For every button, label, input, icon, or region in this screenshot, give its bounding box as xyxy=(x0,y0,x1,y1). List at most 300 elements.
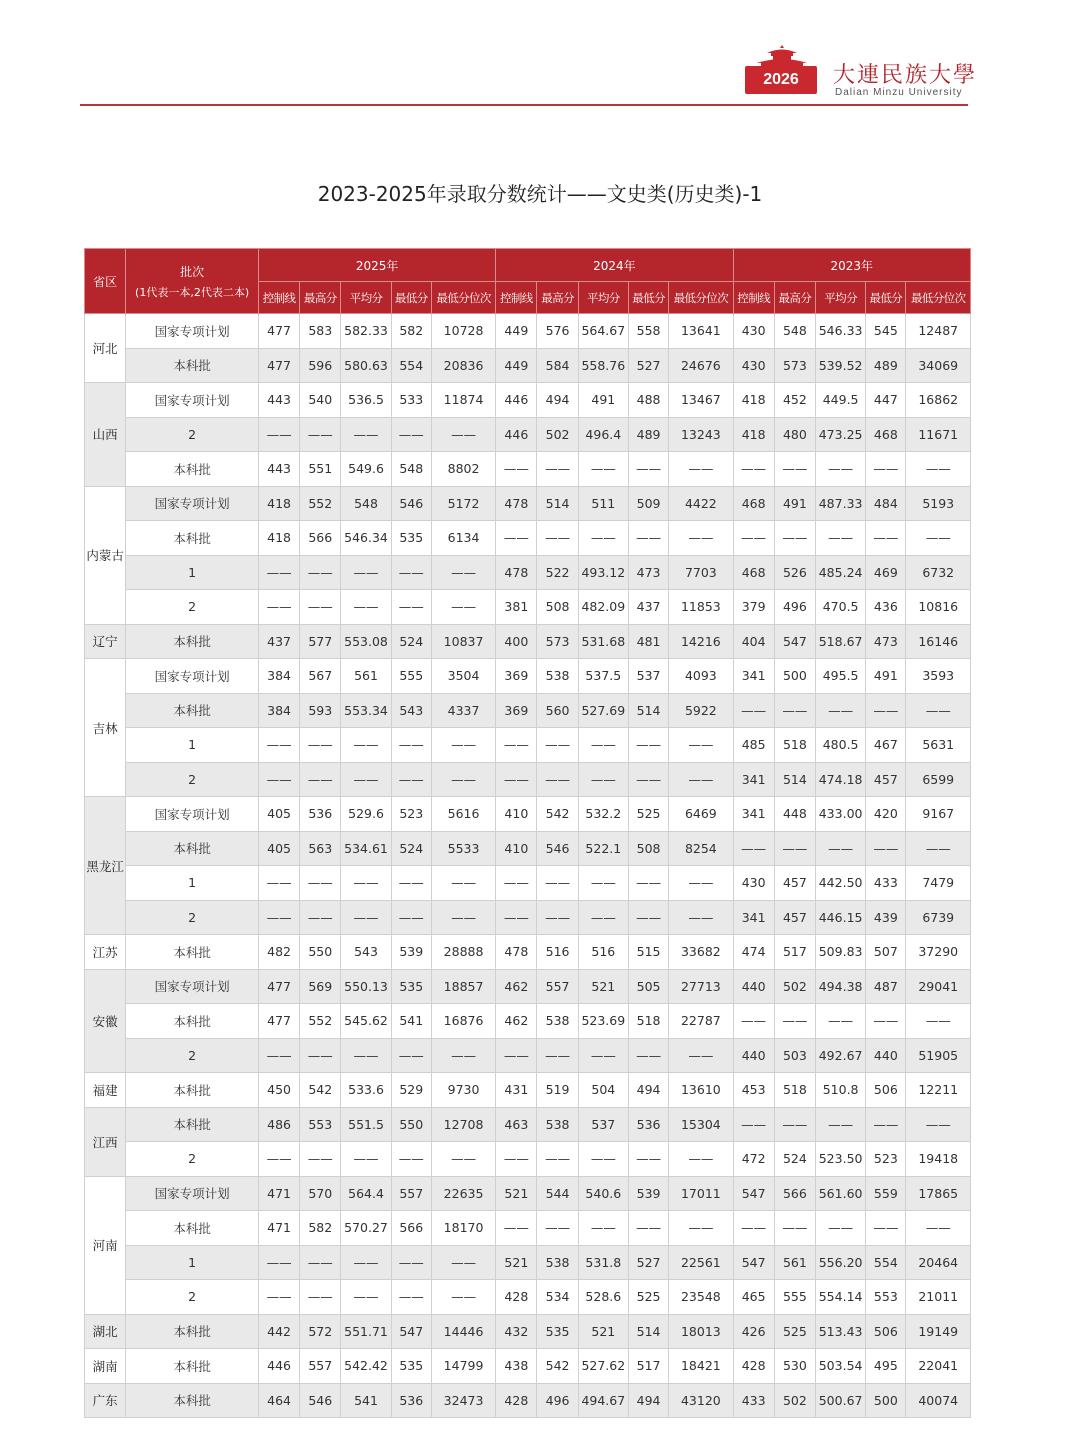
score-cell: 508 xyxy=(628,831,668,866)
table-row xyxy=(85,624,971,659)
score-cell: 13641 xyxy=(669,314,733,349)
score-cell: 546.34 xyxy=(341,521,391,556)
score-cell: 5172 xyxy=(431,486,495,521)
score-cell: 437 xyxy=(628,590,668,625)
score-cell: 551 xyxy=(300,452,341,487)
score-cell: 11671 xyxy=(906,417,971,452)
score-cell: —— xyxy=(628,866,668,901)
score-cell: 538 xyxy=(537,659,578,694)
score-cell: 504 xyxy=(578,1073,628,1108)
score-cell: 457 xyxy=(774,866,815,901)
score-cell: —— xyxy=(300,900,341,935)
score-cell: 495.5 xyxy=(815,659,865,694)
score-cell: 596 xyxy=(300,348,341,383)
score-cell: 462 xyxy=(496,1004,537,1039)
score-cell: —— xyxy=(496,1211,537,1246)
batch-cell: 本科批 xyxy=(126,1073,259,1108)
score-cell: 560 xyxy=(537,693,578,728)
score-cell: 570 xyxy=(300,1176,341,1211)
table-row xyxy=(85,590,971,625)
score-cell: 496.4 xyxy=(578,417,628,452)
score-cell: 17865 xyxy=(906,1176,971,1211)
score-cell: 17011 xyxy=(669,1176,733,1211)
score-cell: 491 xyxy=(774,486,815,521)
score-cell: —— xyxy=(733,831,774,866)
score-cell: 418 xyxy=(258,486,299,521)
score-cell: 341 xyxy=(733,659,774,694)
score-cell: 537 xyxy=(578,1107,628,1142)
score-cell: 10816 xyxy=(906,590,971,625)
score-cell: —— xyxy=(578,1142,628,1177)
score-cell: 539 xyxy=(391,935,431,970)
score-cell: —— xyxy=(391,866,431,901)
score-cell: 488 xyxy=(628,383,668,418)
score-cell: 536.5 xyxy=(341,383,391,418)
score-cell: 410 xyxy=(496,797,537,832)
score-cell: 547 xyxy=(733,1245,774,1280)
batch-cell: 本科批 xyxy=(126,624,259,659)
score-cell: 469 xyxy=(866,555,906,590)
score-cell: 496 xyxy=(537,1383,578,1418)
sub-header-cell: 平均分 xyxy=(578,282,628,314)
score-cell: 552 xyxy=(300,1004,341,1039)
score-cell: 33682 xyxy=(669,935,733,970)
score-cell: 557 xyxy=(300,1349,341,1384)
batch-cell: 2 xyxy=(126,900,259,935)
score-cell: 433 xyxy=(733,1383,774,1418)
score-cell: 428 xyxy=(733,1349,774,1384)
score-cell: 511 xyxy=(578,486,628,521)
score-cell: —— xyxy=(906,521,971,556)
score-cell: 554.14 xyxy=(815,1280,865,1315)
score-cell: —— xyxy=(341,1038,391,1073)
score-cell: 530 xyxy=(774,1349,815,1384)
score-cell: —— xyxy=(258,1245,299,1280)
score-cell: —— xyxy=(866,1107,906,1142)
score-cell: 436 xyxy=(866,590,906,625)
score-cell: 534 xyxy=(537,1280,578,1315)
score-cell: —— xyxy=(669,900,733,935)
score-cell: —— xyxy=(496,452,537,487)
score-cell: 546 xyxy=(537,831,578,866)
score-cell: 550 xyxy=(391,1107,431,1142)
score-cell: 525 xyxy=(628,797,668,832)
score-cell: —— xyxy=(300,762,341,797)
score-cell: —— xyxy=(431,762,495,797)
score-cell: —— xyxy=(669,452,733,487)
score-cell: 549.6 xyxy=(341,452,391,487)
table-row xyxy=(85,831,971,866)
score-cell: 446.15 xyxy=(815,900,865,935)
score-cell: 582 xyxy=(300,1211,341,1246)
table-row xyxy=(85,693,971,728)
score-cell: 465 xyxy=(733,1280,774,1315)
score-cell: —— xyxy=(669,521,733,556)
score-cell: 3504 xyxy=(431,659,495,694)
score-cell: 584 xyxy=(537,348,578,383)
province-cell: 湖南 xyxy=(85,1349,126,1384)
score-cell: —— xyxy=(341,417,391,452)
batch-cell: 1 xyxy=(126,555,259,590)
score-cell: —— xyxy=(431,1245,495,1280)
score-cell: —— xyxy=(906,693,971,728)
score-cell: 547 xyxy=(391,1314,431,1349)
score-cell: 18421 xyxy=(669,1349,733,1384)
score-cell: 462 xyxy=(496,969,537,1004)
score-cell: 491 xyxy=(866,659,906,694)
score-cell: 494 xyxy=(628,1383,668,1418)
score-cell: 528.6 xyxy=(578,1280,628,1315)
score-cell: 566 xyxy=(774,1176,815,1211)
score-cell: —— xyxy=(774,831,815,866)
score-cell: 544 xyxy=(537,1176,578,1211)
province-cell: 福建 xyxy=(85,1073,126,1108)
score-cell: 537 xyxy=(628,659,668,694)
score-cell: 452 xyxy=(774,383,815,418)
score-cell: —— xyxy=(733,452,774,487)
score-cell: —— xyxy=(391,590,431,625)
score-cell: 28888 xyxy=(431,935,495,970)
batch-cell: 本科批 xyxy=(126,1004,259,1039)
table-row xyxy=(85,1142,971,1177)
score-cell: 21011 xyxy=(906,1280,971,1315)
batch-cell: 本科批 xyxy=(126,348,259,383)
score-cell: 405 xyxy=(258,831,299,866)
batch-cell: 本科批 xyxy=(126,1107,259,1142)
score-cell: 489 xyxy=(866,348,906,383)
score-cell: 557 xyxy=(537,969,578,1004)
score-cell: 547 xyxy=(733,1176,774,1211)
score-cell: 448 xyxy=(774,797,815,832)
score-cell: 32473 xyxy=(431,1383,495,1418)
score-cell: —— xyxy=(815,831,865,866)
table-row xyxy=(85,1038,971,1073)
score-cell: —— xyxy=(496,728,537,763)
score-cell: —— xyxy=(628,452,668,487)
score-cell: 495 xyxy=(866,1349,906,1384)
score-cell: 521 xyxy=(578,1314,628,1349)
score-cell: 522.1 xyxy=(578,831,628,866)
score-cell: 489 xyxy=(628,417,668,452)
score-cell: 582 xyxy=(391,314,431,349)
score-cell: —— xyxy=(733,1107,774,1142)
score-cell: —— xyxy=(866,521,906,556)
score-cell: 547 xyxy=(774,624,815,659)
score-cell: 457 xyxy=(866,762,906,797)
score-cell: —— xyxy=(815,1107,865,1142)
score-cell: 593 xyxy=(300,693,341,728)
score-cell: 4337 xyxy=(431,693,495,728)
score-cell: 369 xyxy=(496,659,537,694)
score-cell: 536 xyxy=(300,797,341,832)
score-cell: —— xyxy=(866,1211,906,1246)
score-cell: 22635 xyxy=(431,1176,495,1211)
table-row xyxy=(85,1314,971,1349)
batch-cell: 国家专项计划 xyxy=(126,314,259,349)
score-cell: 531.68 xyxy=(578,624,628,659)
score-cell: 541 xyxy=(341,1383,391,1418)
score-cell: 543 xyxy=(391,693,431,728)
table-row xyxy=(85,521,971,556)
score-cell: —— xyxy=(815,521,865,556)
score-cell: —— xyxy=(774,452,815,487)
batch-cell: 国家专项计划 xyxy=(126,969,259,1004)
score-cell: 486 xyxy=(258,1107,299,1142)
score-cell: 513.43 xyxy=(815,1314,865,1349)
score-cell: 6739 xyxy=(906,900,971,935)
batch-cell: 国家专项计划 xyxy=(126,797,259,832)
score-cell: 527 xyxy=(628,348,668,383)
score-cell: —— xyxy=(258,1038,299,1073)
score-cell: 522 xyxy=(537,555,578,590)
score-cell: 418 xyxy=(733,417,774,452)
score-cell: 538 xyxy=(537,1245,578,1280)
province-cell: 江苏 xyxy=(85,935,126,970)
score-cell: —— xyxy=(774,521,815,556)
score-cell: 473 xyxy=(866,624,906,659)
score-cell: 404 xyxy=(733,624,774,659)
score-cell: 10837 xyxy=(431,624,495,659)
score-cell: 432 xyxy=(496,1314,537,1349)
score-cell: 503.54 xyxy=(815,1349,865,1384)
table-row xyxy=(85,1383,971,1418)
score-cell: —— xyxy=(341,555,391,590)
score-cell: 527 xyxy=(628,1245,668,1280)
score-cell: 537.5 xyxy=(578,659,628,694)
score-cell: 439 xyxy=(866,900,906,935)
score-cell: 546 xyxy=(391,486,431,521)
header-year-2025: 2025年 xyxy=(258,249,495,282)
score-cell: 11853 xyxy=(669,590,733,625)
score-cell: 481 xyxy=(628,624,668,659)
score-cell: 477 xyxy=(258,314,299,349)
score-cell: 446 xyxy=(496,417,537,452)
score-cell: 6469 xyxy=(669,797,733,832)
score-cell: —— xyxy=(669,1142,733,1177)
year-badge: 2026 xyxy=(745,66,817,94)
score-cell: 509.83 xyxy=(815,935,865,970)
score-cell: 550 xyxy=(300,935,341,970)
score-cell: 12708 xyxy=(431,1107,495,1142)
score-cell: —— xyxy=(537,1211,578,1246)
score-cell: —— xyxy=(391,1280,431,1315)
score-cell: —— xyxy=(431,1280,495,1315)
score-cell: 526 xyxy=(774,555,815,590)
score-cell: —— xyxy=(391,762,431,797)
score-cell: 485.24 xyxy=(815,555,865,590)
batch-cell: 本科批 xyxy=(126,831,259,866)
score-cell: —— xyxy=(341,866,391,901)
score-cell: —— xyxy=(431,728,495,763)
score-cell: 453 xyxy=(733,1073,774,1108)
score-cell: 16146 xyxy=(906,624,971,659)
score-cell: 525 xyxy=(628,1280,668,1315)
batch-cell: 国家专项计划 xyxy=(126,383,259,418)
score-cell: —— xyxy=(300,866,341,901)
province-cell: 辽宁 xyxy=(85,624,126,659)
score-cell: 474 xyxy=(733,935,774,970)
table-row xyxy=(85,348,971,383)
score-cell: —— xyxy=(906,452,971,487)
score-cell: 532.2 xyxy=(578,797,628,832)
score-cell: —— xyxy=(628,1142,668,1177)
score-cell: 20464 xyxy=(906,1245,971,1280)
batch-cell: 本科批 xyxy=(126,521,259,556)
batch-cell: 本科批 xyxy=(126,1383,259,1418)
score-cell: 529.6 xyxy=(341,797,391,832)
score-cell: 8802 xyxy=(431,452,495,487)
score-cell: —— xyxy=(300,1245,341,1280)
batch-cell: 2 xyxy=(126,1280,259,1315)
score-cell: 555 xyxy=(391,659,431,694)
score-cell: 576 xyxy=(537,314,578,349)
score-cell: —— xyxy=(391,1142,431,1177)
score-cell: —— xyxy=(300,1142,341,1177)
table-row xyxy=(85,900,971,935)
sub-header-cell: 平均分 xyxy=(815,282,865,314)
score-cell: 506 xyxy=(866,1314,906,1349)
score-cell: —— xyxy=(578,728,628,763)
score-cell: 573 xyxy=(537,624,578,659)
score-cell: 22041 xyxy=(906,1349,971,1384)
score-cell: 524 xyxy=(391,831,431,866)
score-cell: 553.08 xyxy=(341,624,391,659)
score-cell: 430 xyxy=(733,866,774,901)
score-cell: 510.8 xyxy=(815,1073,865,1108)
score-cell: 535 xyxy=(537,1314,578,1349)
score-cell: 494 xyxy=(628,1073,668,1108)
score-cell: —— xyxy=(537,1038,578,1073)
score-cell: 457 xyxy=(774,900,815,935)
header-year-2024: 2024年 xyxy=(496,249,733,282)
score-cell: 428 xyxy=(496,1280,537,1315)
score-cell: —— xyxy=(431,1038,495,1073)
score-cell: 13243 xyxy=(669,417,733,452)
score-cell: 543 xyxy=(341,935,391,970)
score-cell: 369 xyxy=(496,693,537,728)
score-cell: 524 xyxy=(774,1142,815,1177)
score-cell: 561.60 xyxy=(815,1176,865,1211)
score-cell: 550.13 xyxy=(341,969,391,1004)
score-cell: 5631 xyxy=(906,728,971,763)
score-cell: 430 xyxy=(733,314,774,349)
score-cell: 18013 xyxy=(669,1314,733,1349)
score-cell: 535 xyxy=(391,969,431,1004)
score-cell: 464 xyxy=(258,1383,299,1418)
score-cell: 487.33 xyxy=(815,486,865,521)
score-cell: —— xyxy=(431,866,495,901)
batch-cell: 本科批 xyxy=(126,1211,259,1246)
page-title: 2023-2025年录取分数统计——文史类(历史类)-1 xyxy=(317,182,763,206)
score-cell: 468 xyxy=(866,417,906,452)
score-cell: 518 xyxy=(774,728,815,763)
score-cell: 446 xyxy=(496,383,537,418)
score-cell: 418 xyxy=(258,521,299,556)
score-cell: 514 xyxy=(537,486,578,521)
score-cell: 546 xyxy=(300,1383,341,1418)
sub-header-cell: 最高分 xyxy=(300,282,341,314)
score-cell: —— xyxy=(258,1280,299,1315)
table-row xyxy=(85,383,971,418)
score-cell: 13610 xyxy=(669,1073,733,1108)
score-cell: 6732 xyxy=(906,555,971,590)
score-cell: —— xyxy=(669,1038,733,1073)
score-cell: —— xyxy=(496,521,537,556)
table-row xyxy=(85,555,971,590)
score-cell: —— xyxy=(815,693,865,728)
score-cell: 440 xyxy=(733,1038,774,1073)
score-cell: 527.69 xyxy=(578,693,628,728)
score-cell: 16876 xyxy=(431,1004,495,1039)
batch-cell: 国家专项计划 xyxy=(126,486,259,521)
score-cell: 426 xyxy=(733,1314,774,1349)
score-cell: 496 xyxy=(774,590,815,625)
score-cell: 405 xyxy=(258,797,299,832)
score-cell: —— xyxy=(391,900,431,935)
score-cell: 341 xyxy=(733,762,774,797)
score-cell: 12487 xyxy=(906,314,971,349)
score-cell: 567 xyxy=(300,659,341,694)
score-cell: 13467 xyxy=(669,383,733,418)
score-cell: 447 xyxy=(866,383,906,418)
score-cell: 536 xyxy=(391,1383,431,1418)
score-cell: 14216 xyxy=(669,624,733,659)
score-cell: 477 xyxy=(258,1004,299,1039)
score-cell: 500.67 xyxy=(815,1383,865,1418)
score-cell: 517 xyxy=(774,935,815,970)
score-cell: —— xyxy=(906,1211,971,1246)
score-cell: 6134 xyxy=(431,521,495,556)
province-cell: 河南 xyxy=(85,1176,126,1314)
score-cell: 523 xyxy=(391,797,431,832)
score-cell: 514 xyxy=(628,693,668,728)
score-cell: 553.34 xyxy=(341,693,391,728)
score-cell: —— xyxy=(258,1142,299,1177)
score-cell: —— xyxy=(391,728,431,763)
score-cell: 51905 xyxy=(906,1038,971,1073)
score-cell: 446 xyxy=(258,1349,299,1384)
score-cell: —— xyxy=(537,900,578,935)
score-cell: —— xyxy=(733,521,774,556)
score-cell: 582.33 xyxy=(341,314,391,349)
score-cell: —— xyxy=(578,1211,628,1246)
score-cell: —— xyxy=(733,693,774,728)
score-cell: 531.8 xyxy=(578,1245,628,1280)
score-cell: 545.62 xyxy=(341,1004,391,1039)
score-cell: 502 xyxy=(774,1383,815,1418)
score-cell: —— xyxy=(815,452,865,487)
score-cell: 566 xyxy=(300,521,341,556)
score-cell: 450 xyxy=(258,1073,299,1108)
score-cell: 539.52 xyxy=(815,348,865,383)
score-cell: 14799 xyxy=(431,1349,495,1384)
score-cell: —— xyxy=(733,1211,774,1246)
score-cell: 569 xyxy=(300,969,341,1004)
score-cell: 341 xyxy=(733,900,774,935)
batch-cell: 本科批 xyxy=(126,1349,259,1384)
score-cell: 418 xyxy=(733,383,774,418)
score-cell: 487 xyxy=(866,969,906,1004)
score-cell: 577 xyxy=(300,624,341,659)
batch-cell: 1 xyxy=(126,728,259,763)
score-cell: 583 xyxy=(300,314,341,349)
batch-cell: 2 xyxy=(126,590,259,625)
province-cell: 内蒙古 xyxy=(85,486,126,624)
score-cell: 7479 xyxy=(906,866,971,901)
province-cell: 广东 xyxy=(85,1383,126,1418)
table-row xyxy=(85,1280,971,1315)
score-cell: 503 xyxy=(774,1038,815,1073)
